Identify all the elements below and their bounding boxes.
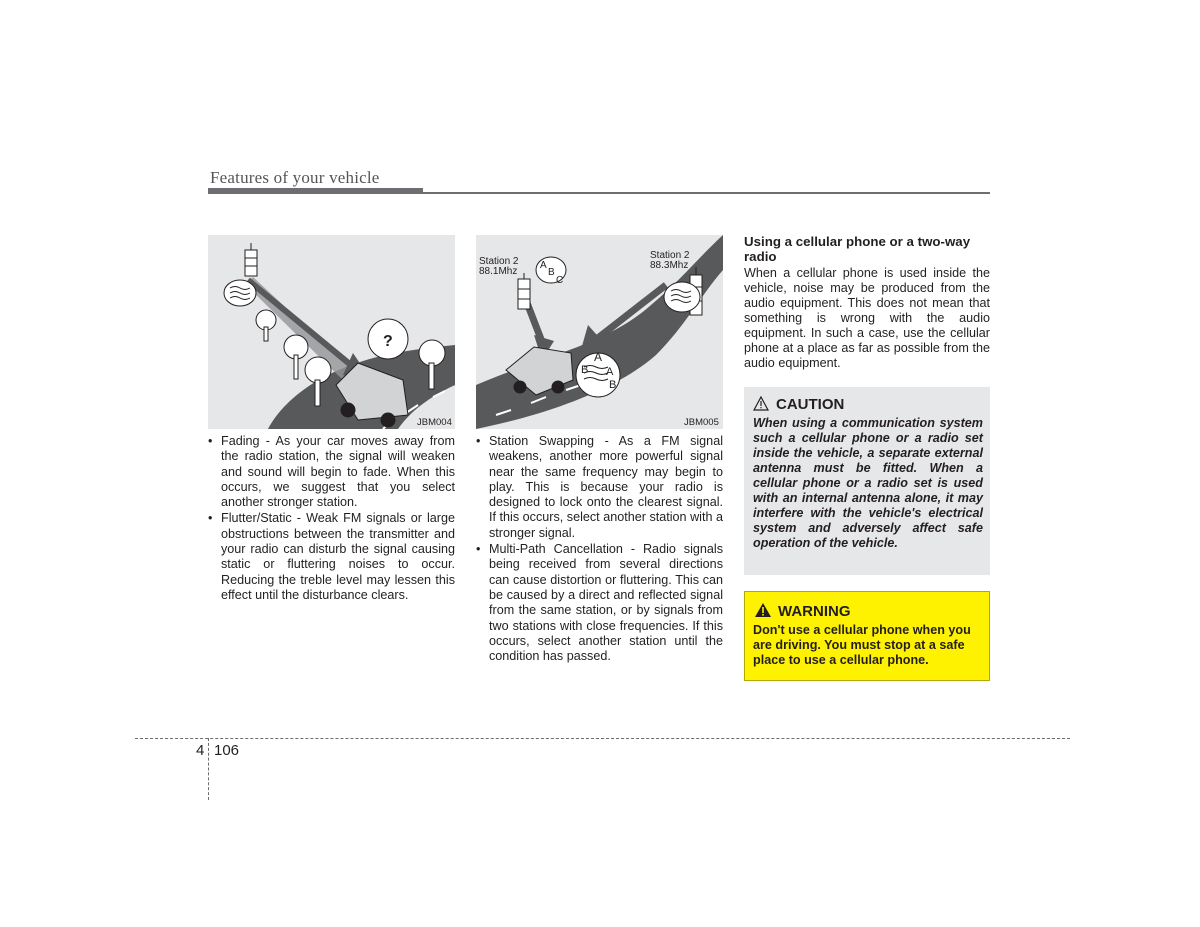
- caution-text: When using a communication system such a cellular phone or a radio set inside the vehicle, a separate external antenna must be fitted. When a cellular phone or a radio set is used with an internal antenna alone, it may interfere with the vehicle's electrical system and adversely affect safe operation of the vehicle.: [753, 416, 983, 550]
- svg-text:Station 2: Station 2: [650, 250, 690, 261]
- column-1: [208, 434, 455, 604]
- svg-text:A: A: [594, 350, 603, 364]
- warning-title: WARNING: [778, 603, 851, 620]
- caution-title: CAUTION: [776, 396, 845, 413]
- fading-illustration: [208, 235, 455, 429]
- header-rule-thick: [208, 188, 423, 194]
- list-item: • Multi-Path Cancellation - Radio signals being received from several directions can cause distortion or fluttering. This can be caused by a direct and reflected signal from the same station, or by signals from two stations with close frequencies. If this occurs, select another station until the condition has passed.: [476, 542, 723, 664]
- page-number: 106: [214, 742, 240, 759]
- figure-code: JBM005: [684, 417, 719, 428]
- warning-text: Don't use a cellular phone when you are driving. You must stop at a safe place to use a cellular phone.: [753, 623, 971, 667]
- column-2: [476, 434, 723, 665]
- footer-rule: [135, 738, 1070, 739]
- chapter-number: 4: [196, 742, 205, 759]
- svg-text:B: B: [581, 364, 589, 376]
- svg-text:B: B: [609, 379, 617, 391]
- list-item: • Fading - As your car moves away from the radio station, the signal will weaken and sound will begin to fade. When this occurs, we suggest that you select another stronger station.: [208, 434, 455, 510]
- svg-text:Station 2: Station 2: [479, 256, 519, 267]
- list-item: • Station Swapping - As a FM signal weakens, another more powerful signal near the same frequency may begin to play. This is because your radio is designed to lock onto the clearest signal. If this occurs, select another station with a stronger signal.: [476, 434, 723, 541]
- figure-fading: [208, 235, 455, 429]
- tower-icon: [245, 243, 257, 276]
- svg-text:B: B: [548, 267, 555, 278]
- footer-divider: [208, 738, 209, 800]
- figure-code: JBM004: [417, 417, 452, 428]
- list-item: • Flutter/Static - Weak FM signals or large obstructions between the transmitter and your radio can disturb the signal causing static or fluttering noises to occur. Reducing the treble level may lessen this effect until the disturbance clears.: [208, 511, 455, 603]
- header-rule-thin: [423, 192, 990, 194]
- svg-text:A: A: [606, 366, 614, 378]
- warning-triangle-icon: [754, 602, 772, 618]
- station-swapping-illustration: [476, 235, 723, 429]
- caution-triangle-icon: [753, 396, 769, 411]
- svg-text:C: C: [556, 275, 564, 286]
- question-mark: ?: [383, 333, 393, 350]
- warning-box: [744, 591, 990, 681]
- section-body: When a cellular phone is used inside the vehicle, noise may be produced from the audio equipment. This does not mean that something is wrong with the audio equipment. In such a case, use the cellular phone at a place as far as possible from the audio equipment.: [744, 266, 990, 370]
- car-icon: [506, 347, 573, 395]
- figure-station-swapping: [476, 235, 723, 429]
- svg-text:88.1Mhz: 88.1Mhz: [479, 266, 518, 277]
- svg-text:A: A: [540, 260, 547, 271]
- tower-left-icon: [518, 273, 530, 309]
- section-heading: Using a cellular phone or a two-way radio: [744, 234, 971, 264]
- page-header-title: Features of your vehicle: [210, 168, 380, 187]
- column-3: [744, 234, 990, 371]
- svg-text:88.3Mhz: 88.3Mhz: [650, 260, 689, 271]
- caution-box: [744, 387, 990, 575]
